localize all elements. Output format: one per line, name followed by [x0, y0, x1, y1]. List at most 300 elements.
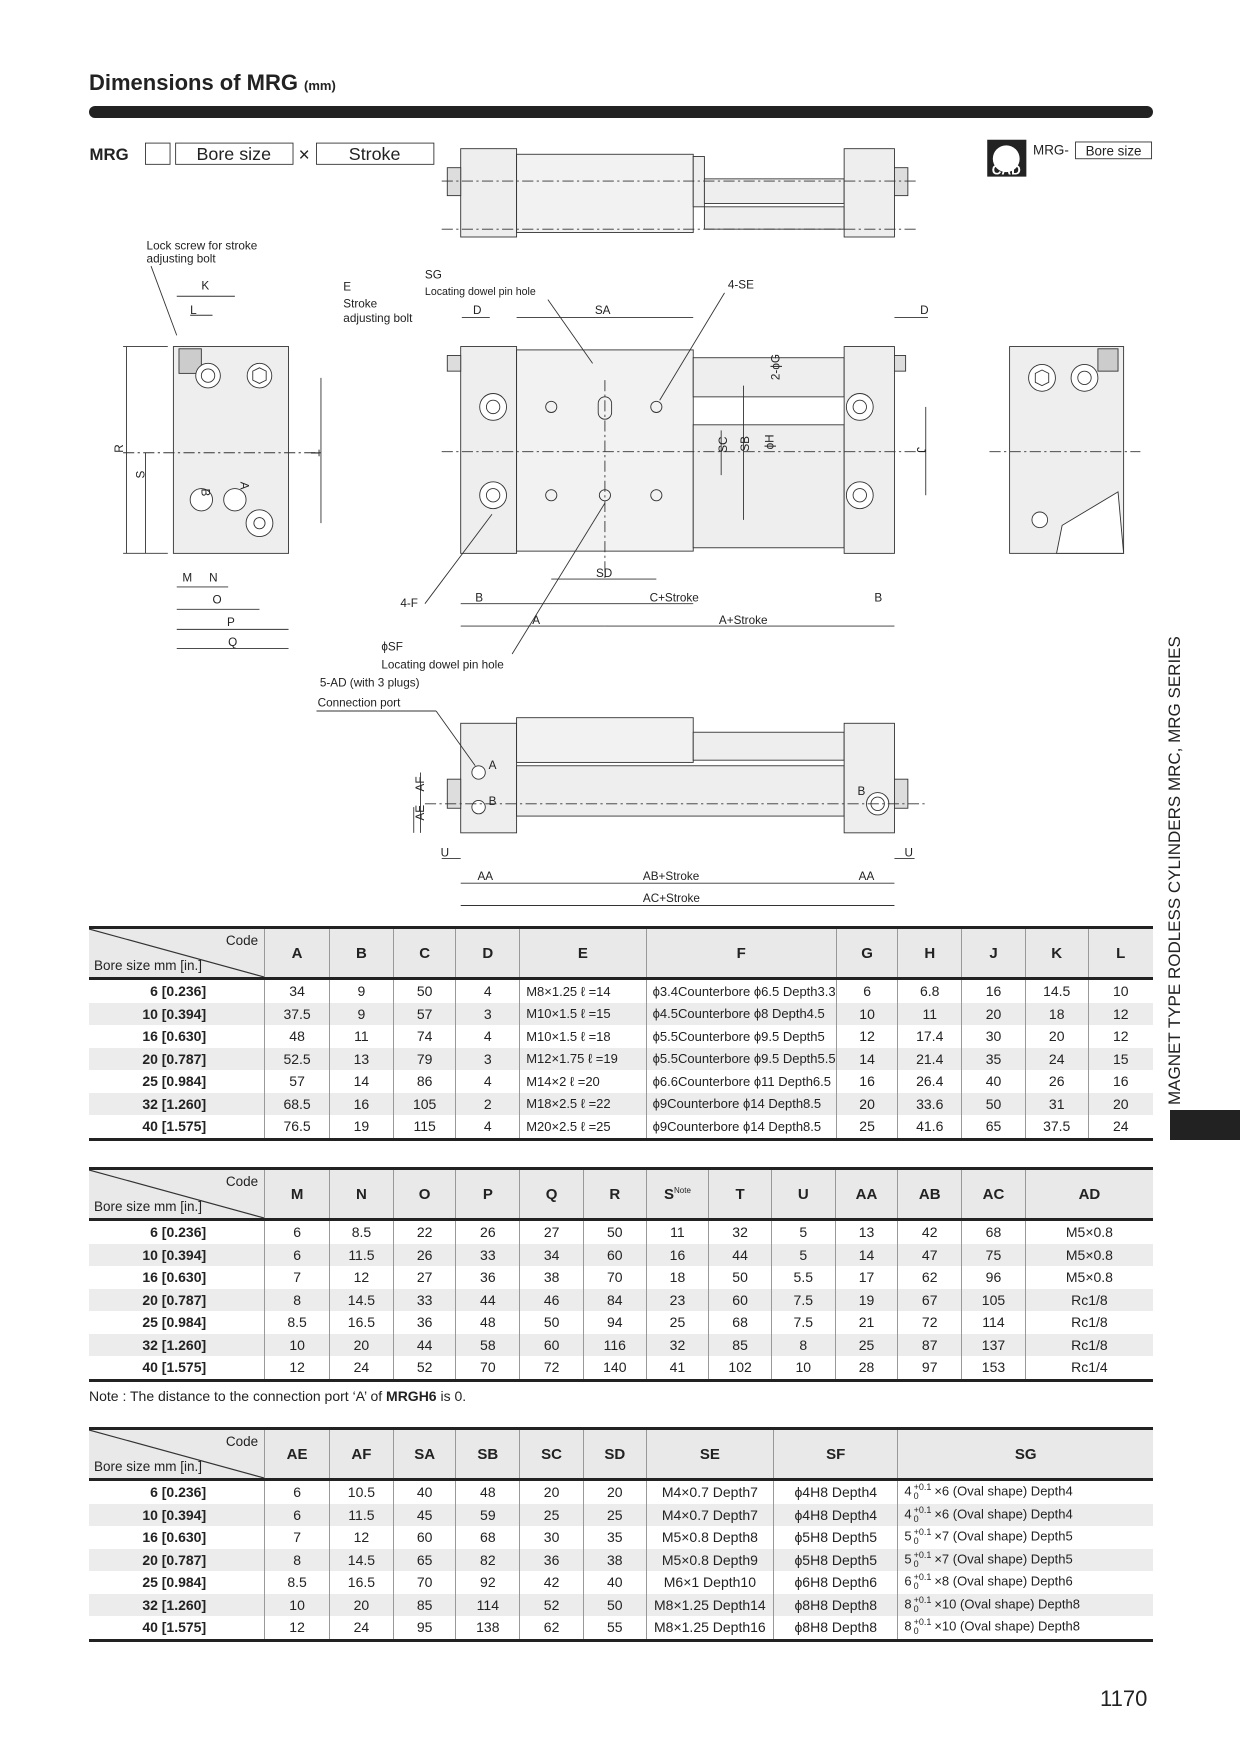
- table-row: [89, 1048, 1153, 1071]
- cell-c: 74: [393, 1025, 456, 1048]
- section-tab: [1170, 1110, 1240, 1140]
- cell-ab: 47: [898, 1244, 962, 1267]
- table-row: [89, 1115, 1153, 1139]
- cell-e: M20×2.5 ℓ =25: [520, 1115, 646, 1139]
- label-lock-screw: Lock screw for stroke: [146, 239, 258, 253]
- right-side-view: [989, 347, 1140, 554]
- table-row: [89, 1616, 1153, 1640]
- table-row: [89, 1289, 1153, 1312]
- dim-aa-left: AA: [477, 869, 494, 883]
- column-header-aa: AA: [835, 1169, 898, 1220]
- header-corner: [89, 1429, 265, 1480]
- order-bore-size: Bore size: [196, 143, 272, 164]
- column-header-af: AF: [330, 1429, 394, 1480]
- cell-aa: 28: [835, 1356, 898, 1380]
- page-number: 1170: [1100, 1686, 1148, 1711]
- table-row: [89, 1220, 1153, 1244]
- cell-j: 20: [962, 1003, 1026, 1026]
- cell-m: 12: [265, 1356, 330, 1380]
- bore-size-cell: 32 [1.260]: [89, 1594, 265, 1617]
- cell-sd: 55: [583, 1616, 646, 1640]
- label-ad: 5-AD (with 3 plugs): [319, 676, 420, 690]
- cell-m: 6: [265, 1244, 330, 1267]
- cell-b: 11: [330, 1025, 394, 1048]
- cell-sc: 62: [520, 1616, 584, 1640]
- column-header-c: C: [393, 928, 456, 979]
- cell-b: 9: [330, 1003, 394, 1026]
- cell-d: 4: [456, 1025, 520, 1048]
- cell-sf: ϕ4H8 Depth4: [774, 1480, 898, 1504]
- cell-r: 116: [583, 1334, 646, 1357]
- cell-n: 12: [330, 1266, 394, 1289]
- cell-af: 14.5: [330, 1549, 394, 1572]
- cell-l: 20: [1088, 1093, 1153, 1116]
- column-header-se: SE: [646, 1429, 774, 1480]
- cell-u: 5.5: [771, 1266, 835, 1289]
- cell-aa: 25: [835, 1334, 898, 1357]
- cell-af: 24: [330, 1616, 394, 1640]
- cell-sc: 25: [520, 1504, 584, 1527]
- bore-size-cell: 20 [0.787]: [89, 1048, 265, 1071]
- cell-q: 38: [520, 1266, 584, 1289]
- cell-sa: 45: [393, 1504, 456, 1527]
- cell-aa: 14: [835, 1244, 898, 1267]
- corner-bore-label: Bore size mm [in.]: [94, 1459, 203, 1474]
- cell-u: 7.5: [771, 1289, 835, 1312]
- dim-s: S: [134, 470, 148, 479]
- cell-l: 12: [1088, 1003, 1153, 1026]
- header-row: [89, 1429, 1153, 1480]
- cell-u: 5: [771, 1220, 835, 1244]
- cell-a: 48: [265, 1025, 330, 1048]
- column-header-a: A: [265, 928, 330, 979]
- dim-j: J: [913, 447, 927, 454]
- cell-e: M14×2 ℓ =20: [520, 1070, 646, 1093]
- cell-s: 32: [646, 1334, 709, 1357]
- cell-b: 13: [330, 1048, 394, 1071]
- bore-size-cell: 10 [0.394]: [89, 1504, 265, 1527]
- cell-sd: 20: [583, 1480, 646, 1504]
- cell-n: 11.5: [330, 1244, 394, 1267]
- left-side-view: [123, 266, 324, 648]
- dim-ab-stroke: AB+Stroke: [642, 869, 700, 883]
- cell-g: 12: [836, 1025, 898, 1048]
- tolerance: +0.1 0: [913, 1572, 932, 1592]
- cell-t: 85: [709, 1334, 772, 1357]
- dim-sg: SG: [424, 268, 442, 282]
- cell-sb: 68: [456, 1526, 520, 1549]
- cell-af: 20: [330, 1594, 394, 1617]
- cell-af: 12: [330, 1526, 394, 1549]
- cell-se: M6×1 Depth10: [646, 1571, 774, 1594]
- cell-e: M18×2.5 ℓ =22: [520, 1093, 646, 1116]
- dim-l: L: [190, 304, 197, 318]
- cell-ad: Rc1/8: [1025, 1289, 1153, 1312]
- cell-p: 36: [456, 1266, 520, 1289]
- dim-m: M: [182, 571, 193, 585]
- cell-sc: 52: [520, 1594, 584, 1617]
- dim-t: T: [307, 449, 321, 457]
- column-header-sg: SG: [898, 1429, 1153, 1480]
- cell-j: 30: [962, 1025, 1026, 1048]
- bore-size-cell: 10 [0.394]: [89, 1003, 265, 1026]
- cell-g: 20: [836, 1093, 898, 1116]
- dim-b-right: B: [874, 591, 883, 605]
- column-header-e: E: [520, 928, 646, 979]
- order-stroke: Stroke: [348, 143, 401, 164]
- cell-t: 50: [709, 1266, 772, 1289]
- header-row: [89, 928, 1153, 979]
- bore-size-cell: 32 [1.260]: [89, 1093, 265, 1116]
- cell-n: 8.5: [330, 1220, 394, 1244]
- column-header-sb: SB: [456, 1429, 520, 1480]
- cell-b: 9: [330, 979, 394, 1003]
- cell-e: M10×1.5 ℓ =18: [520, 1025, 646, 1048]
- cell-ac: 137: [962, 1334, 1026, 1357]
- cell-aa: 21: [835, 1311, 898, 1334]
- cell-aa: 17: [835, 1266, 898, 1289]
- cell-u: 10: [771, 1356, 835, 1380]
- cell-sf: ϕ5H8 Depth5: [774, 1526, 898, 1549]
- cell-l: 15: [1088, 1048, 1153, 1071]
- cell-j: 40: [962, 1070, 1026, 1093]
- cell-h: 11: [898, 1003, 962, 1026]
- cell-h: 21.4: [898, 1048, 962, 1071]
- corner-bore-label: Bore size mm [in.]: [94, 958, 203, 973]
- cell-sg: 8 +0.1 0 ×10 (Oval shape) Depth8: [898, 1594, 1153, 1617]
- cell-sb: 48: [456, 1480, 520, 1504]
- cell-a: 37.5: [265, 1003, 330, 1026]
- cell-b: 14: [330, 1070, 394, 1093]
- cell-ae: 6: [265, 1480, 330, 1504]
- dim-2-g: 2-ϕG: [769, 353, 783, 381]
- cell-ae: 7: [265, 1526, 330, 1549]
- column-header-ac: AC: [962, 1169, 1026, 1220]
- bore-size-cell: 40 [1.575]: [89, 1616, 265, 1640]
- cell-sa: 60: [393, 1526, 456, 1549]
- cell-p: 44: [456, 1289, 520, 1312]
- bottom-port-b-right: B: [857, 784, 866, 798]
- column-header-d: D: [456, 928, 520, 979]
- cell-d: 4: [456, 1115, 520, 1139]
- header-corner: [89, 928, 265, 979]
- cell-k: 37.5: [1025, 1115, 1088, 1139]
- cell-t: 60: [709, 1289, 772, 1312]
- cell-ad: Rc1/8: [1025, 1311, 1153, 1334]
- cell-ab: 87: [898, 1334, 962, 1357]
- cell-r: 140: [583, 1356, 646, 1380]
- corner-code-label: Code: [225, 933, 259, 948]
- tolerance: +0.1 0: [913, 1482, 932, 1502]
- cell-c: 57: [393, 1003, 456, 1026]
- cell-ac: 105: [962, 1289, 1026, 1312]
- cell-q: 34: [520, 1244, 584, 1267]
- header-row: [89, 1169, 1153, 1220]
- cell-sf: ϕ8H8 Depth8: [774, 1616, 898, 1640]
- cell-se: M4×0.7 Depth7: [646, 1504, 774, 1527]
- cell-m: 8: [265, 1289, 330, 1312]
- dim-q: Q: [228, 636, 238, 650]
- cell-m: 8.5: [265, 1311, 330, 1334]
- column-header-r: R: [583, 1169, 646, 1220]
- table-note: [89, 1388, 466, 1404]
- bore-size-cell: 6 [0.236]: [150, 1224, 207, 1241]
- dim-af: AF: [413, 776, 427, 792]
- label-sf-desc: Locating dowel pin hole: [381, 658, 504, 672]
- cad-ref-prefix: MRG-: [1033, 142, 1069, 158]
- table-row: [89, 1504, 1153, 1527]
- bore-size-cell: 6 [0.236]: [150, 983, 207, 1000]
- dim-a-stroke: A+Stroke: [718, 613, 768, 627]
- table-row: [89, 1025, 1153, 1048]
- cell-p: 26: [456, 1220, 520, 1244]
- cell-se: M8×1.25 Depth14: [646, 1594, 774, 1617]
- dim-r: R: [113, 444, 127, 453]
- cell-o: 44: [393, 1334, 456, 1357]
- label-connection-port: Connection port: [317, 696, 401, 710]
- column-header-q: Q: [520, 1169, 584, 1220]
- cell-sg: 4 +0.1 0 ×6 (Oval shape) Depth4: [898, 1504, 1153, 1527]
- cell-n: 20: [330, 1334, 394, 1357]
- dimension-table-2: [89, 1167, 1153, 1382]
- dim-4-se: 4-SE: [727, 278, 754, 292]
- cell-k: 14.5: [1025, 979, 1088, 1003]
- cell-sb: 82: [456, 1549, 520, 1572]
- cell-n: 14.5: [330, 1289, 394, 1312]
- table-row: [89, 1571, 1153, 1594]
- table-row: [89, 1526, 1153, 1549]
- cell-ad: Rc1/4: [1025, 1356, 1153, 1380]
- cell-q: 27: [520, 1220, 584, 1244]
- cell-c: 105: [393, 1093, 456, 1116]
- order-times: ×: [298, 144, 310, 166]
- column-header-g: G: [836, 928, 898, 979]
- bore-size-cell: 25 [0.984]: [142, 1073, 207, 1090]
- cell-sd: 25: [583, 1504, 646, 1527]
- cell-a: 34: [265, 979, 330, 1003]
- cell-ae: 8: [265, 1549, 330, 1572]
- column-header-b: B: [330, 928, 394, 979]
- column-header-ab: AB: [898, 1169, 962, 1220]
- cell-ac: 68: [962, 1220, 1026, 1244]
- tolerance: +0.1 0: [913, 1527, 932, 1547]
- cell-sd: 38: [583, 1549, 646, 1572]
- port-a-label: A: [237, 481, 251, 490]
- cad-label: CAD: [991, 162, 1021, 178]
- cell-se: M4×0.7 Depth7: [646, 1480, 774, 1504]
- dim-4-f: 4-F: [400, 597, 418, 611]
- tolerance: +0.1 0: [913, 1549, 932, 1569]
- cell-d: 4: [456, 979, 520, 1003]
- cell-sb: 92: [456, 1571, 520, 1594]
- cell-o: 36: [393, 1311, 456, 1334]
- corner-code-label: Code: [225, 1174, 259, 1189]
- cell-u: 5: [771, 1244, 835, 1267]
- cell-sb: 114: [456, 1594, 520, 1617]
- cell-s: 23: [646, 1289, 709, 1312]
- bore-size-cell: 40 [1.575]: [89, 1115, 265, 1139]
- cell-b: 16: [330, 1093, 394, 1116]
- cell-c: 50: [393, 979, 456, 1003]
- label-stroke-bolt-2: adjusting bolt: [343, 311, 413, 325]
- cell-f: ϕ6.6Counterbore ϕ11 Depth6.5: [646, 1070, 836, 1093]
- cell-se: M5×0.8 Depth8: [646, 1526, 774, 1549]
- bore-size-cell: 20 [0.787]: [89, 1289, 265, 1312]
- cell-t: 32: [709, 1220, 772, 1244]
- cell-sg: 5 +0.1 0 ×7 (Oval shape) Depth5: [898, 1526, 1153, 1549]
- cell-ad: M5×0.8: [1025, 1244, 1153, 1267]
- cell-j: 35: [962, 1048, 1026, 1071]
- cell-h: 41.6: [898, 1115, 962, 1139]
- cell-l: 12: [1088, 1025, 1153, 1048]
- cell-g: 6: [836, 979, 898, 1003]
- cell-ab: 42: [898, 1220, 962, 1244]
- table-row: [89, 1003, 1153, 1026]
- column-header-f: F: [646, 928, 836, 979]
- cell-o: 52: [393, 1356, 456, 1380]
- cell-h: 33.6: [898, 1093, 962, 1116]
- dim-d-right: D: [920, 304, 929, 318]
- bore-size-cell: 10 [0.394]: [89, 1244, 265, 1267]
- cell-sb: 138: [456, 1616, 520, 1640]
- cell-s: 41: [646, 1356, 709, 1380]
- dim-p: P: [227, 616, 235, 630]
- bore-size-cell: 25 [0.984]: [142, 1314, 207, 1331]
- cell-s: 11: [646, 1220, 709, 1244]
- cell-ad: Rc1/8: [1025, 1334, 1153, 1357]
- cell-e: M8×1.25 ℓ =14: [520, 979, 646, 1003]
- table-row: [89, 1356, 1153, 1380]
- cell-j: 65: [962, 1115, 1026, 1139]
- bore-size-cell: 6 [0.236]: [150, 1484, 207, 1501]
- cell-sc: 30: [520, 1526, 584, 1549]
- column-header-h: H: [898, 928, 962, 979]
- dim-ae: AE: [413, 804, 427, 821]
- cell-q: 46: [520, 1289, 584, 1312]
- cell-l: 24: [1088, 1115, 1153, 1139]
- bottom-port-a: A: [488, 759, 497, 773]
- dim-u-left: U: [440, 846, 450, 860]
- cell-d: 2: [456, 1093, 520, 1116]
- cell-m: 7: [265, 1266, 330, 1289]
- note-model: MRGH6: [386, 1388, 437, 1404]
- cell-sc: 42: [520, 1571, 584, 1594]
- dim-h: ϕH: [763, 434, 777, 450]
- cell-sf: ϕ4H8 Depth4: [774, 1504, 898, 1527]
- dim-a: A: [532, 613, 541, 627]
- cell-ae: 6: [265, 1504, 330, 1527]
- dim-sf: ϕSF: [381, 640, 403, 654]
- cell-a: 68.5: [265, 1093, 330, 1116]
- cell-a: 52.5: [265, 1048, 330, 1071]
- cell-ac: 114: [962, 1311, 1026, 1334]
- bottom-port-b: B: [488, 794, 497, 808]
- label-sg-desc: Locating dowel pin hole: [424, 286, 536, 299]
- column-header-sc: SC: [520, 1429, 584, 1480]
- dim-u-right: U: [904, 846, 913, 860]
- cell-ae: 12: [265, 1616, 330, 1640]
- dim-d-left: D: [472, 304, 482, 318]
- dim-sb: SB: [739, 435, 753, 452]
- dim-b-left: B: [475, 591, 484, 605]
- cell-sd: 40: [583, 1571, 646, 1594]
- label-stroke-bolt: Stroke: [343, 297, 378, 311]
- corner-code-label: Code: [225, 1434, 259, 1449]
- label-lock-screw-2: adjusting bolt: [146, 252, 216, 266]
- cell-t: 44: [709, 1244, 772, 1267]
- table-row: [89, 1093, 1153, 1116]
- dim-c-stroke: C+Stroke: [649, 591, 699, 605]
- column-header-sa: SA: [393, 1429, 456, 1480]
- column-header-sd: SD: [583, 1429, 646, 1480]
- cell-t: 68: [709, 1311, 772, 1334]
- cell-sd: 35: [583, 1526, 646, 1549]
- cell-m: 10: [265, 1334, 330, 1357]
- column-header-m: M: [265, 1169, 330, 1220]
- cell-ad: M5×0.8: [1025, 1266, 1153, 1289]
- cell-g: 14: [836, 1048, 898, 1071]
- cell-g: 25: [836, 1115, 898, 1139]
- table-row: [89, 1311, 1153, 1334]
- column-header-n: N: [330, 1169, 394, 1220]
- note-marker: Note: [674, 1185, 691, 1195]
- cell-sg: 5 +0.1 0 ×7 (Oval shape) Depth5: [898, 1549, 1153, 1572]
- dimension-table-1: [89, 926, 1153, 1141]
- cell-e: M12×1.75 ℓ =19: [520, 1048, 646, 1071]
- cell-ac: 96: [962, 1266, 1026, 1289]
- dimension-table-3: [89, 1427, 1153, 1642]
- cell-u: 8: [771, 1334, 835, 1357]
- cell-sa: 40: [393, 1480, 456, 1504]
- bore-size-cell: 40 [1.575]: [89, 1356, 265, 1380]
- note-text: Note : The distance to the connection port ‘A’ of: [89, 1388, 387, 1404]
- cell-c: 79: [393, 1048, 456, 1071]
- tolerance: +0.1 0: [913, 1617, 932, 1637]
- corner-bore-label: Bore size mm [in.]: [94, 1199, 203, 1214]
- order-code: [90, 143, 434, 166]
- cell-k: 18: [1025, 1003, 1088, 1026]
- tolerance: +0.1 0: [913, 1594, 932, 1614]
- cell-f: ϕ9Counterbore ϕ14 Depth8.5: [646, 1115, 836, 1139]
- dim-sc: SC: [716, 436, 730, 453]
- cell-j: 50: [962, 1093, 1026, 1116]
- cell-sf: ϕ6H8 Depth6: [774, 1571, 898, 1594]
- cell-ad: M5×0.8: [1025, 1220, 1153, 1244]
- cell-l: 16: [1088, 1070, 1153, 1093]
- cad-icon[interactable]: [987, 140, 1026, 178]
- table-row: [89, 1549, 1153, 1572]
- dim-e: E: [343, 280, 352, 294]
- column-header-p: P: [456, 1169, 520, 1220]
- cell-o: 27: [393, 1266, 456, 1289]
- cell-p: 33: [456, 1244, 520, 1267]
- cell-h: 26.4: [898, 1070, 962, 1093]
- cell-sa: 65: [393, 1549, 456, 1572]
- table-row: [89, 1334, 1153, 1357]
- table-row: [89, 979, 1153, 1003]
- bore-size-cell: 32 [1.260]: [89, 1334, 265, 1357]
- cell-a: 76.5: [265, 1115, 330, 1139]
- cell-ab: 67: [898, 1289, 962, 1312]
- cell-f: ϕ4.5Counterbore ϕ8 Depth4.5: [646, 1003, 836, 1026]
- note-suffix: is 0.: [436, 1388, 467, 1404]
- cell-o: 33: [393, 1289, 456, 1312]
- cell-aa: 13: [835, 1220, 898, 1244]
- cell-h: 6.8: [898, 979, 962, 1003]
- dim-n: N: [209, 571, 218, 585]
- cell-sd: 50: [583, 1594, 646, 1617]
- cell-sg: 6 +0.1 0 ×8 (Oval shape) Depth6: [898, 1571, 1153, 1594]
